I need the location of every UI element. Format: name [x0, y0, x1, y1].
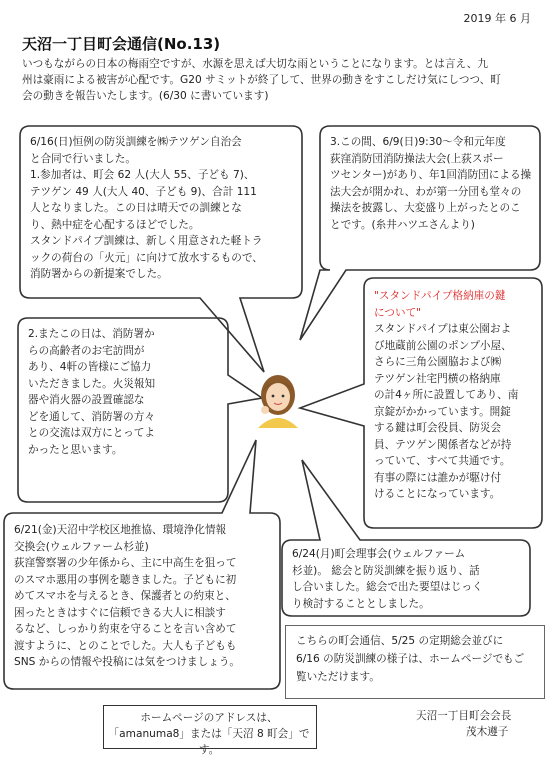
signature-role: 天沼一丁目町会会長 — [416, 710, 512, 722]
school-line: 荻窪警察署の少年係から、主に中高生を狙って — [14, 557, 237, 569]
standpipe-line: 京錠がかかっています。開錠 — [374, 405, 511, 418]
notice-line: こちらの町会通信、5/25 の定期総会並びに — [296, 635, 504, 647]
standpipe-line: び地蔵前公園のポンプ小屋、 — [374, 339, 512, 352]
standpipe-line: けることになっています。 — [374, 488, 501, 500]
intro-paragraph — [22, 56, 540, 104]
school-line: 困ったときはすぐに信頼できる大人に相談す — [14, 606, 226, 619]
illustration-woman-icon — [258, 375, 298, 428]
standpipe-line: っていて、すべて共通です。 — [374, 455, 511, 467]
house-visit-line: らの高齢者のお宅訪問が — [28, 344, 145, 357]
board-line: 杉並)。 総会と防災訓練を振り返り、話 — [292, 564, 480, 577]
firefighting-line: 荻窪消防団消防操法大会(上荻スポー — [330, 152, 504, 165]
drill-line: 1.参加者は、町会 62 人(大人 55、子ども 7)、 — [30, 169, 255, 181]
drill-line: 人となりました。この日は晴天での訓練とな — [30, 202, 242, 214]
house-visit-line: あり、4軒の皆様にご協力 — [28, 361, 152, 373]
page-title: 天沼一丁目町会通信(No.13) — [22, 35, 221, 53]
standpipe-line: の計4ヶ所に設置してあり、南 — [374, 389, 519, 401]
bubble-school — [14, 522, 240, 671]
homepage-notice-text — [296, 632, 524, 686]
notice-line: 6/16 の防災訓練の様子は、ホームページでもご — [296, 653, 525, 665]
firefighting-line: 法大会が開かれ、わが第一分団も堂々の — [330, 185, 522, 198]
standpipe-line: テツゲン社宅門横の格納庫 — [374, 372, 501, 385]
bubble-firefighting — [330, 134, 531, 233]
firefighting-line: 3.この間、6/9(日)9:30～令和元年度 — [330, 136, 506, 148]
house-visit-line: との交流は双方にとってよ — [28, 427, 155, 439]
standpipe-line: スタンドパイプは東公園およ — [374, 323, 512, 335]
bubble-standpipe — [374, 288, 518, 503]
school-line: めてスマホを与えるとき、保護者との約束と、 — [14, 590, 236, 602]
bubble-board — [292, 546, 483, 612]
school-line: のスマホ悪用の事例を聴きました。子どもに初 — [14, 573, 237, 586]
notice-line: 覧いただけます。 — [296, 671, 380, 683]
house-visit-line: 器や消火器の設置確認な — [28, 394, 145, 406]
drill-line: 消防署からの新提案でした。 — [30, 268, 168, 280]
board-line: り検討することとしました。 — [292, 597, 430, 610]
school-line: 6/21(金)天沼中学校区地推協、環境浄化情報 — [14, 524, 227, 536]
drill-line: ックの荷台の「火元」に向けて放水するもので、 — [30, 251, 263, 264]
firefighting-line: とです。(糸井ハツエさんより) — [330, 218, 475, 231]
bubble-house-visit — [28, 326, 155, 458]
drill-line: テツゲン 49 人(大人 40、子ども 9)、合計 111 — [30, 185, 257, 198]
standpipe-heading-line: について" — [374, 306, 422, 319]
firefighting-line: 操法を披露し、大変盛り上がったとのこ — [330, 202, 521, 214]
drill-line: り、熱中症を心配するほどでした。 — [30, 218, 200, 231]
intro-line: 会の動きを報告いたします。(6/30 に書いています) — [22, 90, 269, 102]
drill-line: と合同で行いました。 — [30, 152, 136, 165]
house-visit-line: 2.またこの日は、消防署か — [28, 328, 155, 340]
board-line: 6/24(月)町会理事会(ウェルファーム — [292, 548, 466, 560]
standpipe-line: さらに三角公園脇および㈱ — [374, 356, 502, 368]
issue-date: 2019 年 6 月 — [463, 12, 531, 25]
school-line: 交換会(ウェルファーム杉並) — [14, 540, 149, 553]
standpipe-line: 員、テツゲン関係者などが持 — [374, 438, 512, 451]
house-visit-line: どを通して、消防署の方々 — [28, 410, 155, 423]
school-line: SNS からの情報や投稿には気をつけましょう。 — [14, 656, 241, 668]
board-line: し合いました。総会で出た要望はじっく — [292, 581, 483, 593]
intro-line: 州は豪雨による被害が心配です。G20 サミットが終了して、世界の動きをすこしだけ気にしつつ、町 — [22, 74, 501, 86]
intro-line: いつもながらの日本の梅雨空ですが、水源を思えば大切な雨ということになります。とは言え、九 — [22, 58, 488, 70]
house-visit-line: いただきました。火災報知 — [28, 377, 156, 390]
bubble-drill — [30, 134, 263, 283]
homepage-address-text — [103, 710, 315, 758]
signature — [416, 708, 511, 740]
standpipe-line: する鍵は町会役員、防災会 — [374, 422, 502, 434]
address-line: 「amanuma8」または「天沼 8 町会」です。 — [108, 728, 310, 756]
drill-line: 6/16(日)恒例の防災訓練を㈱テツゲン自治会 — [30, 136, 242, 148]
school-line: るなど、しっかり約束を守ることを言い含めて — [14, 623, 237, 635]
standpipe-heading-line: "スタンドパイプ格納庫の鍵 — [374, 290, 506, 302]
standpipe-line: 有事の際には誰かが駆け付 — [374, 471, 502, 484]
address-line: ホームページのアドレスは、 — [140, 712, 278, 724]
school-line: 渡すように、とのことでした。大人も子どもも — [14, 639, 237, 652]
drill-line: スタンドパイプ訓練は、新しく用意された軽トラ — [30, 235, 263, 247]
firefighting-line: ツセンター)があり、年1回消防団による操 — [330, 169, 532, 181]
house-visit-line: かったと思います。 — [28, 443, 123, 456]
signature-name: 茂木遵子 — [466, 726, 509, 738]
